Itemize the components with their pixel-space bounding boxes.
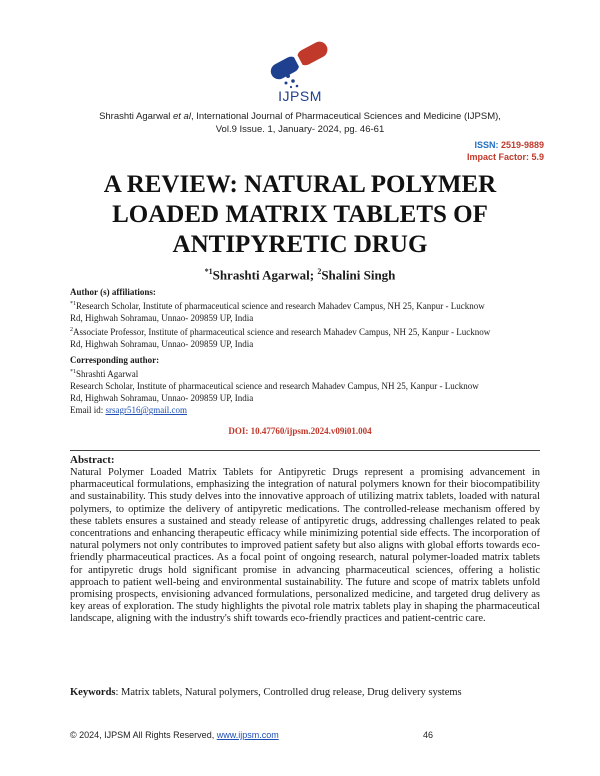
author-email-link[interactable]: srsagr516@gmail.com [105,405,188,415]
doi: DOI: 10.47760/ijpsm.2024.v09i01.004 [228,426,372,436]
keywords: Keywords: Matrix tablets, Natural polymers, Controlled drug release, Drug delivery systems [70,687,462,698]
logo-text: IJPSM [278,88,322,104]
abstract-divider [70,450,540,451]
ijpsm-logo [262,38,338,90]
abstract-text: Natural Polymer Loaded Matrix Tablets for Antipyretic Drugs represent a promising advancement in pharmaceutical formulations, emphasizing the integration of natural polymers known for their biocompatibility and sustainability. This study delves into the innovative approach of utilizing matrix tablets, loaded with natural polymers, to optimize the delivery of antipyretic medications. The controlled-release mechanism offered by these tablets ensures a sustained and steady release of antipyretic drugs, addressing challenges related to peak concentrations and enhancing therapeutic efficacy while minimizing potential side effects. The incorporation of natural polymers not only contributes to improved patient safety but also aligns with global efforts towards eco-friendly pharmaceutical practices. As a focal point of ongoing research, natural polymer-loaded matrix tablets for antipyretic drugs hold significant promise in advancing pharmaceutical sciences, offering a holistic approach to patient well-being and environmental sustainability. The future and scope of matrix tablets unfold promising prospects, envisioning advanced formulations, personalized medicine, and targeted drug delivery as key areas of exploration. The study highlights the pivotal role matrix tablets play in shaping the pharmaceutical landscape, aligning with the industry's shift towards eco-friendly practices and patient-centric care. [70,467,540,625]
page-number: 46 [423,730,434,740]
paper-title: A REVIEW: NATURAL POLYMER LOADED MATRIX TABLETS OF ANTIPYRETIC DRUG [103,171,497,258]
footer-copyright: © 2024, IJPSM All Rights Reserved, www.ijpsm.com [70,730,279,740]
issn-value: 2519-9889 [498,140,544,150]
impact-factor: Impact Factor: 5.9 [466,152,544,162]
abstract-heading: Abstract: [70,454,115,466]
journal-citation: Shrashti Agarwal et al, International Journal of Pharmaceutical Sciences and Medicine (IJPSM), Vol.9 Issue. 1, January- 2024, pg. 46-61 [99,111,501,135]
author-line: $^{*1}$Shrashti Agarwal; $^2$Shalini Singh [204,267,396,283]
journal-website-link[interactable]: www.ijpsm.com [216,730,279,740]
issn-block [467,139,544,163]
corresponding-author: Corresponding author: $^{*1}$Shrashti Agarwal Research Scholar, Institute of pharmaceutical science and research Mahadev Campus, NH 25, Kanpur - Lucknow Rd, Highwah Sohramau, Unnao- 209859 UP, India Email id: srsagr516@gmail.com [70,355,479,415]
issn-label: ISSN: [474,140,499,150]
author-affiliations: Author (s) affiliations: $^{*1}$Research Scholar, Institute of pharmaceutical science and research Mahadev Campus, NH 25, Kanpur - Lucknow Rd, Highwah Sohramau, Unnao- 209859 UP, India $^2$Associate Professor, Institute of pharmaceutical science and research Mahadev Campus, NH 25, Kanpur - Lucknow Rd, Highwah Sohramau, Unnao- 209859 UP, India [70,287,491,349]
